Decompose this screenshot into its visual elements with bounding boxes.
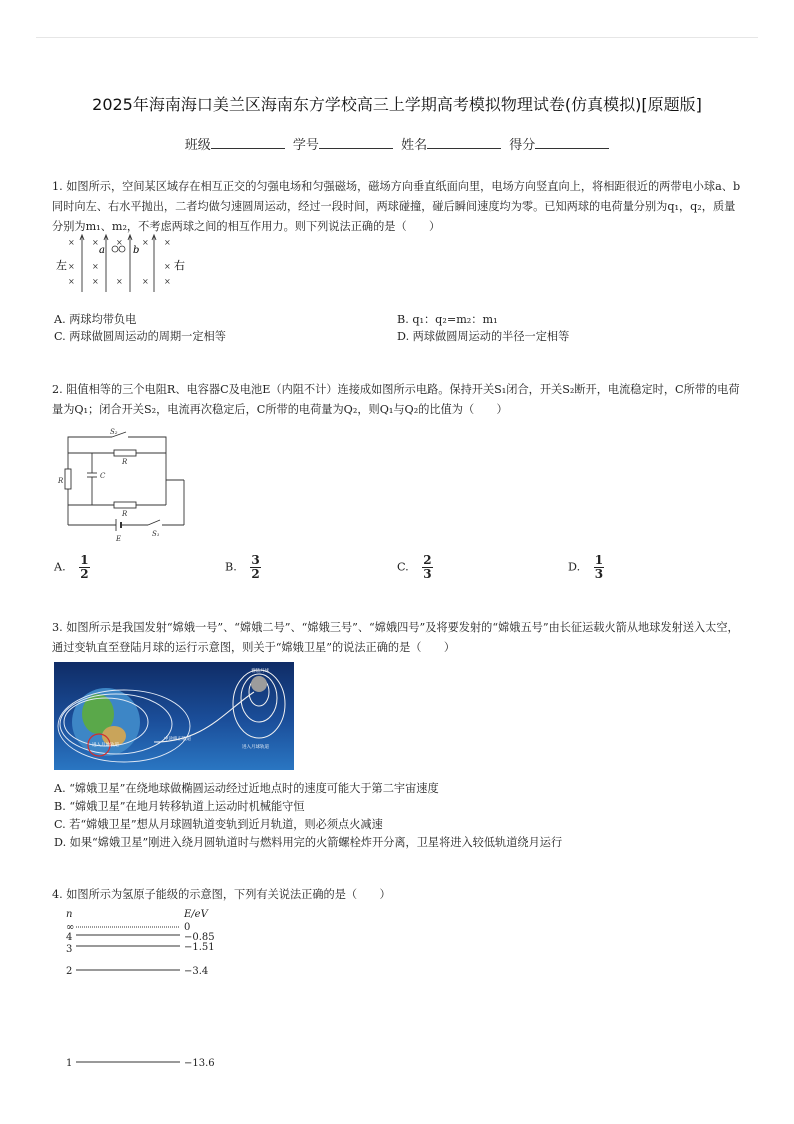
question-2-text: 2. 阻值相等的三个电阻R、电容器C及电池E（内阻不计）连接成如图所示电路。保持开关S₁闭合，开关S₂断开，电流稳定时，C所带的电荷量为Q₁；闭合开关S₂，电流再次稳定后，C所带的电荷量为Q₂，则Q₁与Q₂的比值为（ ）: [52, 383, 740, 416]
svg-text:×: ×: [142, 277, 149, 286]
number-label: 学号: [292, 138, 319, 153]
svg-text:×: ×: [92, 262, 99, 271]
q1-option-a[interactable]: A. 两球均带负电: [54, 313, 137, 326]
name-label: 姓名: [401, 138, 428, 153]
number-field[interactable]: [319, 138, 393, 149]
fraction: [422, 554, 432, 581]
q3-option-c[interactable]: C. 若“嫦娥卫星”想从月球圆轨道变轨到近月轨道，则必须点火减速: [54, 818, 383, 831]
level-energy: 0: [184, 922, 191, 933]
earth-orbit-label: 进入月地轨道: [92, 743, 119, 748]
svg-text:×: ×: [164, 277, 171, 286]
svg-text:×: ×: [164, 238, 171, 247]
numerator: 3: [251, 553, 260, 567]
fraction: [250, 554, 260, 581]
denominator: 2: [80, 567, 89, 581]
energy-axis-label: E/eV: [184, 909, 208, 920]
svg-text:×: ×: [92, 277, 99, 286]
left-label: 左: [56, 259, 67, 272]
q2-option-c[interactable]: [397, 554, 433, 581]
svg-text:×: ×: [142, 238, 149, 247]
level-energy: −13.6: [184, 1058, 215, 1069]
q3-option-a[interactable]: A. “嫦娥卫星”在绕地球做椭圆运动经过近地点时的速度可能大于第二宇宙速度: [54, 782, 439, 795]
e-label: E: [116, 535, 122, 543]
score-field[interactable]: [535, 138, 609, 149]
option-letter: D.: [568, 560, 581, 574]
lunar-mission-image: [54, 662, 294, 770]
landing-label: 着陆月球: [251, 669, 269, 674]
option-letter: C.: [397, 560, 409, 574]
transfer-label: 中途修正轨道: [164, 737, 191, 742]
r-mid-label: R: [122, 510, 128, 518]
denominator: 3: [594, 567, 604, 581]
ball-a-label: a: [99, 245, 105, 256]
q1-option-d[interactable]: D. 两球做圆周运动的半径一定相等: [397, 330, 570, 343]
option-letter: A.: [54, 560, 66, 574]
fraction: [79, 554, 89, 581]
question-3-text: 3. 如图所示是我国发射“嫦娥一号”、“嫦娥二号”、“嫦娥三号”、“嫦娥四号”及将要发射的“嫦娥五号”由长征运载火箭从地球发射送入太空，通过变轨直至登陆月球的运行示意图，则关于“嫦娥卫星”的说法正确的是（ ）: [52, 621, 739, 654]
level-energy: −0.85: [184, 932, 215, 943]
svg-text:×: ×: [68, 277, 75, 286]
numerator: 1: [594, 553, 604, 567]
c-label: C: [100, 472, 106, 480]
score-label: 得分: [509, 138, 536, 153]
denominator: 3: [423, 567, 432, 581]
q2-option-b[interactable]: [225, 554, 261, 581]
level-energy: −3.4: [184, 966, 209, 977]
orbit-diagram: [54, 662, 294, 770]
svg-text:×: ×: [68, 238, 75, 247]
option-letter: B.: [225, 560, 237, 574]
q1-option-c[interactable]: C. 两球做圆周运动的周期一定相等: [54, 330, 226, 343]
page-title: 2025年海南海口美兰区海南东方学校高三上学期高考模拟物理试卷(仿真模拟)[原题版]: [92, 95, 702, 114]
lunar-orbit-label: 进入月球轨道: [242, 745, 269, 750]
q2-option-d[interactable]: [568, 554, 604, 581]
level-n: 4: [66, 932, 73, 943]
energy-level-diagram: [60, 905, 230, 1075]
r-left-label: R: [58, 477, 64, 485]
q3-option-b[interactable]: B. “嫦娥卫星”在地月转移轨道上运动时机械能守恒: [54, 800, 305, 813]
q1-option-b[interactable]: B. q₁：q₂=m₂：m₁: [397, 313, 498, 326]
fraction: [594, 554, 604, 581]
numerator: 1: [80, 553, 89, 567]
svg-text:×: ×: [116, 238, 123, 247]
q3-option-d[interactable]: D. 如果“嫦娥卫星”刚进入绕月圆轨道时与燃料用完的火箭螺栓炸开分离，卫星将进入较低轨道绕月运行: [54, 836, 563, 849]
question-1-text: 1. 如图所示，空间某区域存在相互正交的匀强电场和匀强磁场，磁场方向垂直纸面向里，电场方向竖直向上，将相距很近的两带电小球a、b同时向左、右水平抛出，二者均做匀速圆周运动，经过一段时间，两球碰撞，碰后瞬间速度均为零。已知两球的电荷量分别为q₁，q₂，质量分别为m₁、m₂，不考虑两球之间的相互作用力。则下列说法正确的是（ ）: [52, 180, 741, 233]
right-label: 右: [174, 259, 185, 272]
svg-text:×: ×: [68, 262, 75, 271]
class-label: 班级: [184, 138, 211, 153]
level-n: 2: [66, 966, 73, 977]
s1-label: S₁: [152, 530, 160, 538]
q2-option-a[interactable]: [54, 554, 90, 581]
svg-text:×: ×: [116, 277, 123, 286]
level-n: 1: [66, 1058, 73, 1069]
student-info-line: [0, 134, 794, 153]
circuit-figure: [56, 425, 191, 543]
svg-text:×: ×: [92, 238, 99, 247]
svg-text:×: ×: [164, 262, 171, 271]
name-field[interactable]: [427, 138, 501, 149]
ball-b-label: b: [133, 245, 140, 256]
numerator: 2: [423, 553, 432, 567]
question-4-text: 4. 如图所示为氢原子能级的示意图，下列有关说法正确的是（ ）: [52, 888, 391, 901]
s2-label: S₂: [110, 428, 118, 436]
class-field[interactable]: [211, 138, 285, 149]
r-top-label: R: [122, 458, 128, 466]
denominator: 2: [251, 567, 260, 581]
n-axis-label: n: [66, 909, 73, 920]
header-rule: [36, 37, 758, 38]
level-n: ∞: [66, 922, 75, 933]
level-energy: −1.51: [184, 942, 215, 953]
question-1-figure: [54, 232, 194, 294]
level-n: 3: [66, 944, 73, 955]
